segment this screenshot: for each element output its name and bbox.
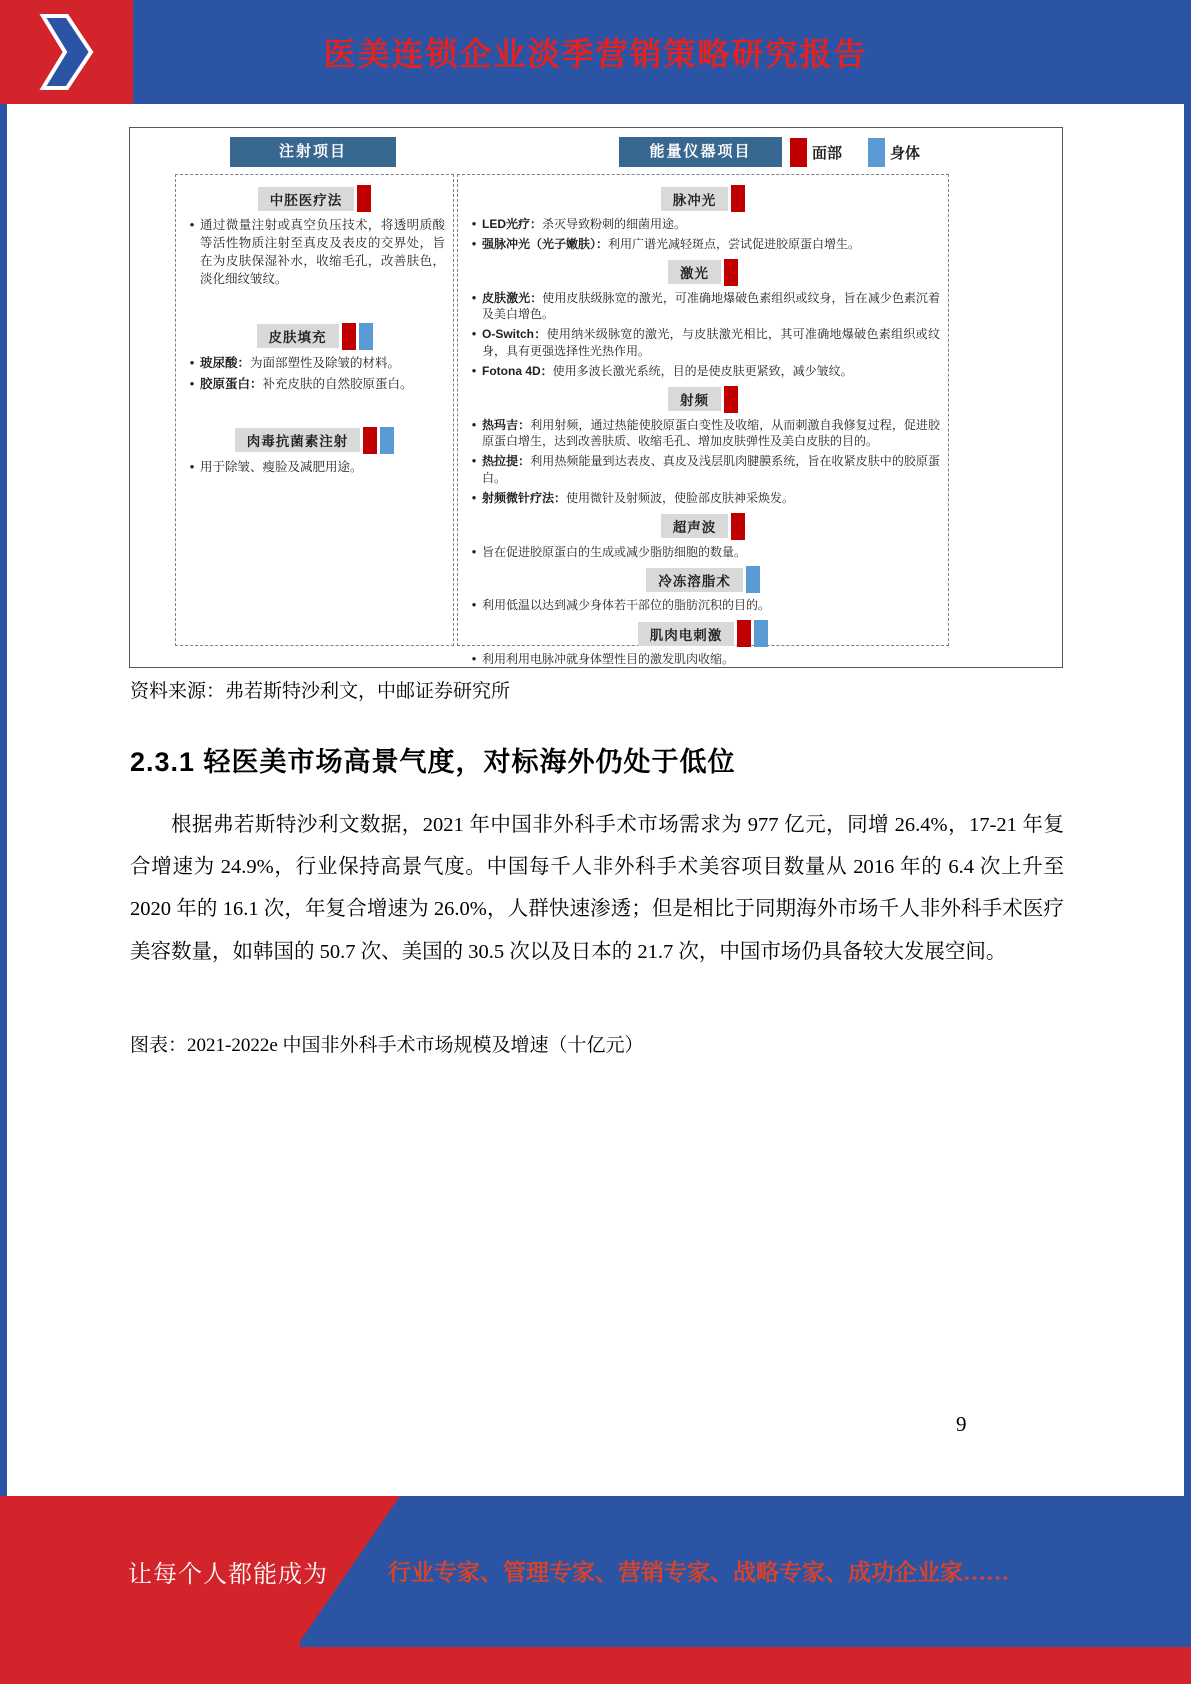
bullet-item [184, 375, 445, 393]
injection-column [175, 174, 454, 646]
section-title-row [466, 566, 940, 593]
bullet-dot: ● [189, 357, 195, 367]
bullet-dot: ● [471, 238, 477, 248]
bullet-lead: LED光疗： [482, 217, 543, 231]
section-laser [466, 259, 940, 380]
bullet-text [482, 544, 940, 561]
bullet-item [466, 363, 940, 380]
bullet-item [466, 544, 940, 561]
bullet-body: 利用射频，通过热能使胶原蛋白变性及收缩，从而刺激自我修复过程，促进胶原蛋白增生，达到改善肤质、收缩毛孔、增加皮肤弹性及美白皮肤的目的。 [482, 417, 940, 449]
bullet-lead: 皮肤激光： [482, 290, 543, 305]
section-label: 超声波 [661, 514, 729, 538]
bullet-item [466, 597, 940, 614]
bullet-text [200, 458, 445, 476]
bullet-body: 使用皮肤级脉宽的激光，可准确地爆破色素组织或纹身，旨在减少色素沉着及美白增色。 [482, 290, 940, 322]
section-botox [184, 427, 445, 476]
body-tag [754, 620, 768, 647]
bullet-text [200, 354, 445, 372]
bullet-text [482, 417, 940, 451]
bullet-lead: 射频微针疗法： [482, 490, 567, 505]
bullet-text [200, 375, 445, 393]
bullet-text [482, 597, 940, 614]
bullet-dot: ● [471, 219, 477, 228]
face-tag [724, 386, 738, 413]
bullet-dot: ● [471, 292, 477, 302]
bullet-lead: 强脉冲光（光子嫩肤）： [482, 236, 609, 251]
footer-slogan-right: 行业专家、管理专家、营销专家、战略专家、成功企业家…… [388, 1560, 1009, 1585]
bullet-text [482, 363, 940, 380]
energy-header: 能量仪器项目 [619, 137, 782, 167]
section-title-row [184, 185, 445, 212]
bullet-body: 利用低温以达到减少身体若干部位的脂肪沉积的目的。 [482, 598, 771, 613]
bullet-body: 通过微量注射或真空负压技术，将透明质酸等活性物质注射至真皮及表皮的交界处，旨在为皮肤保湿补水，收缩毛孔，改善肤色，淡化细纹皱纹。 [200, 218, 445, 287]
section-label: 肌肉电刺激 [638, 622, 735, 646]
bullet-body: 利用广谱光减轻斑点，尝试促进胶原蛋白增生。 [608, 236, 861, 251]
legend-face-swatch [790, 138, 807, 167]
injection-header: 注射项目 [230, 137, 396, 167]
face-tag [731, 185, 745, 212]
face-tag [363, 427, 377, 454]
bullet-dot: ● [189, 461, 195, 471]
bullet-body: 使用微针及射频波，使脸部皮肤神采焕发。 [566, 490, 795, 505]
section-label: 脉冲光 [661, 187, 729, 211]
bullet-text [482, 453, 940, 487]
treatment-figure [129, 127, 1063, 668]
section-heading: 2.3.1 轻医美市场高景气度，对标海外仍处于低位 [130, 747, 736, 777]
legend-body-label: 身体 [890, 144, 921, 162]
body-paragraph: 根据弗若斯特沙利文数据，2021 年中国非外科手术市场需求为 977 亿元，同增 26.4%，17-21 年复合增速为 24.9%，行业保持高景气度。中国每千人非外科手术美容项目数量从 2016 年的 6.4 次上升至 2020 年的 16.1 次，年复合增速为 26.0%，人群快速渗透；但是相比于同期海外市场千人非外科手术医疗美容数量，如韩国的 50.7 次、美国的 30.5 次以及日本的 21.7 次，中国市场仍具备较大发展空间。 [130, 814, 1064, 963]
legend-face-label: 面部 [812, 144, 843, 162]
page-number: 9 [956, 1412, 967, 1436]
right-edge-stripe [1184, 0, 1191, 1684]
bullet-item [466, 490, 940, 507]
section-muscle-stimulation [466, 620, 940, 668]
bullet-body: 旨在促进胶原蛋白的生成或减少脂肪细胞的数量。 [482, 544, 747, 559]
chart-caption: 图表：2021-2022e 中国非外科手术市场规模及增速（十亿元） [130, 1035, 644, 1056]
section-title-row [184, 427, 445, 454]
section-title-row [466, 513, 940, 540]
section-label: 激光 [668, 260, 721, 284]
bullet-text [482, 236, 940, 253]
section-ultrasound [466, 513, 940, 561]
section-mesotherapy [184, 185, 445, 289]
section-label: 射频 [668, 387, 721, 411]
header-arrow-box [0, 0, 133, 104]
bullet-item [466, 236, 940, 253]
bullet-text [482, 651, 940, 668]
bullet-text [482, 290, 940, 324]
bullet-item [184, 216, 445, 289]
legend [790, 137, 920, 167]
bullet-lead: 热玛吉： [482, 417, 531, 432]
bullet-dot: ● [189, 220, 195, 229]
face-tag [357, 185, 371, 212]
source-note: 资料来源：弗若斯特沙利文，中邮证券研究所 [130, 681, 511, 702]
bullet-item [184, 354, 445, 372]
legend-body-swatch [868, 138, 885, 167]
body-tag [380, 427, 394, 454]
bullet-item [466, 651, 940, 668]
body-tag [359, 323, 373, 350]
bullet-body: 杀灭导致粉刺的细菌用途。 [542, 217, 687, 231]
section-label: 皮肤填充 [257, 324, 339, 348]
section-radiofrequency [466, 386, 940, 507]
section-title-row [466, 620, 940, 647]
bullet-body: 为面部塑性及除皱的材料。 [250, 355, 401, 370]
bullet-body: 利用热频能量到达表皮、真皮及浅层肌肉腱膜系统，旨在收紧皮肤中的胶原蛋白。 [482, 454, 940, 485]
left-edge-stripe [0, 0, 7, 1684]
bullet-text [482, 490, 940, 507]
bullet-body: 用于除皱、瘦脸及减肥用途。 [200, 459, 363, 474]
bullet-dot: ● [471, 546, 477, 556]
section-title-row [466, 386, 940, 413]
bullet-item [466, 453, 940, 487]
bullet-item [466, 417, 940, 451]
bullet-dot: ● [471, 654, 477, 664]
bullet-dot: ● [471, 329, 477, 339]
bullet-dot: ● [471, 365, 477, 375]
bullet-lead: O-Switch： [482, 327, 547, 342]
section-label: 冷冻溶脂术 [646, 568, 743, 592]
bullet-dot: ● [471, 600, 477, 610]
bullet-dot: ● [189, 378, 195, 388]
face-tag [342, 323, 356, 350]
bullet-body: 利用利用电脉冲就身体塑性目的激发肌肉收缩。 [482, 652, 735, 667]
chevron-right-icon [33, 10, 101, 94]
bullet-item [466, 290, 940, 324]
header-bar [0, 0, 1191, 104]
bullet-text [482, 326, 940, 360]
section-label: 中胚医疗法 [258, 187, 355, 211]
bullet-lead: Fotona 4D： [482, 363, 553, 378]
bullet-dot: ● [471, 419, 477, 429]
section-cryolipolysis [466, 566, 940, 614]
bullet-item [466, 216, 940, 233]
section-title-row [466, 259, 940, 286]
bullet-body: 补充皮肤的自然胶原蛋白。 [262, 376, 413, 391]
page-title: 医美连锁企业淡季营销策略研究报告 [323, 36, 868, 72]
bullet-body: 使用纳米级脉宽的激光，与皮肤激光相比，其可准确地爆破色素组织或纹身，具有更强选择性光热作用。 [482, 327, 940, 358]
bullet-text [200, 216, 445, 289]
face-tag [737, 620, 751, 647]
bullet-item [184, 458, 445, 476]
face-tag [731, 513, 745, 540]
face-tag [724, 259, 738, 286]
section-label: 肉毒抗菌素注射 [235, 428, 361, 452]
footer-slogan-left: 让每个人都能成为 [128, 1562, 328, 1588]
footer [0, 1496, 1191, 1684]
section-filler [184, 323, 445, 393]
bullet-body: 使用多波长激光系统，目的是使皮肤更紧致，减少皱纹。 [552, 363, 853, 378]
bullet-lead: 胶原蛋白： [200, 376, 263, 391]
section-title-row [466, 185, 940, 212]
bullet-dot: ● [471, 492, 477, 502]
bullet-lead: 玻尿酸： [200, 355, 251, 370]
bullet-dot: ● [471, 456, 477, 466]
bullet-lead: 热拉提： [482, 454, 531, 469]
bullet-item [466, 326, 940, 360]
bullet-text [482, 216, 940, 233]
body-tag [746, 566, 760, 593]
energy-column [457, 174, 949, 667]
section-pulsed-light [466, 185, 940, 253]
section-title-row [184, 323, 445, 350]
